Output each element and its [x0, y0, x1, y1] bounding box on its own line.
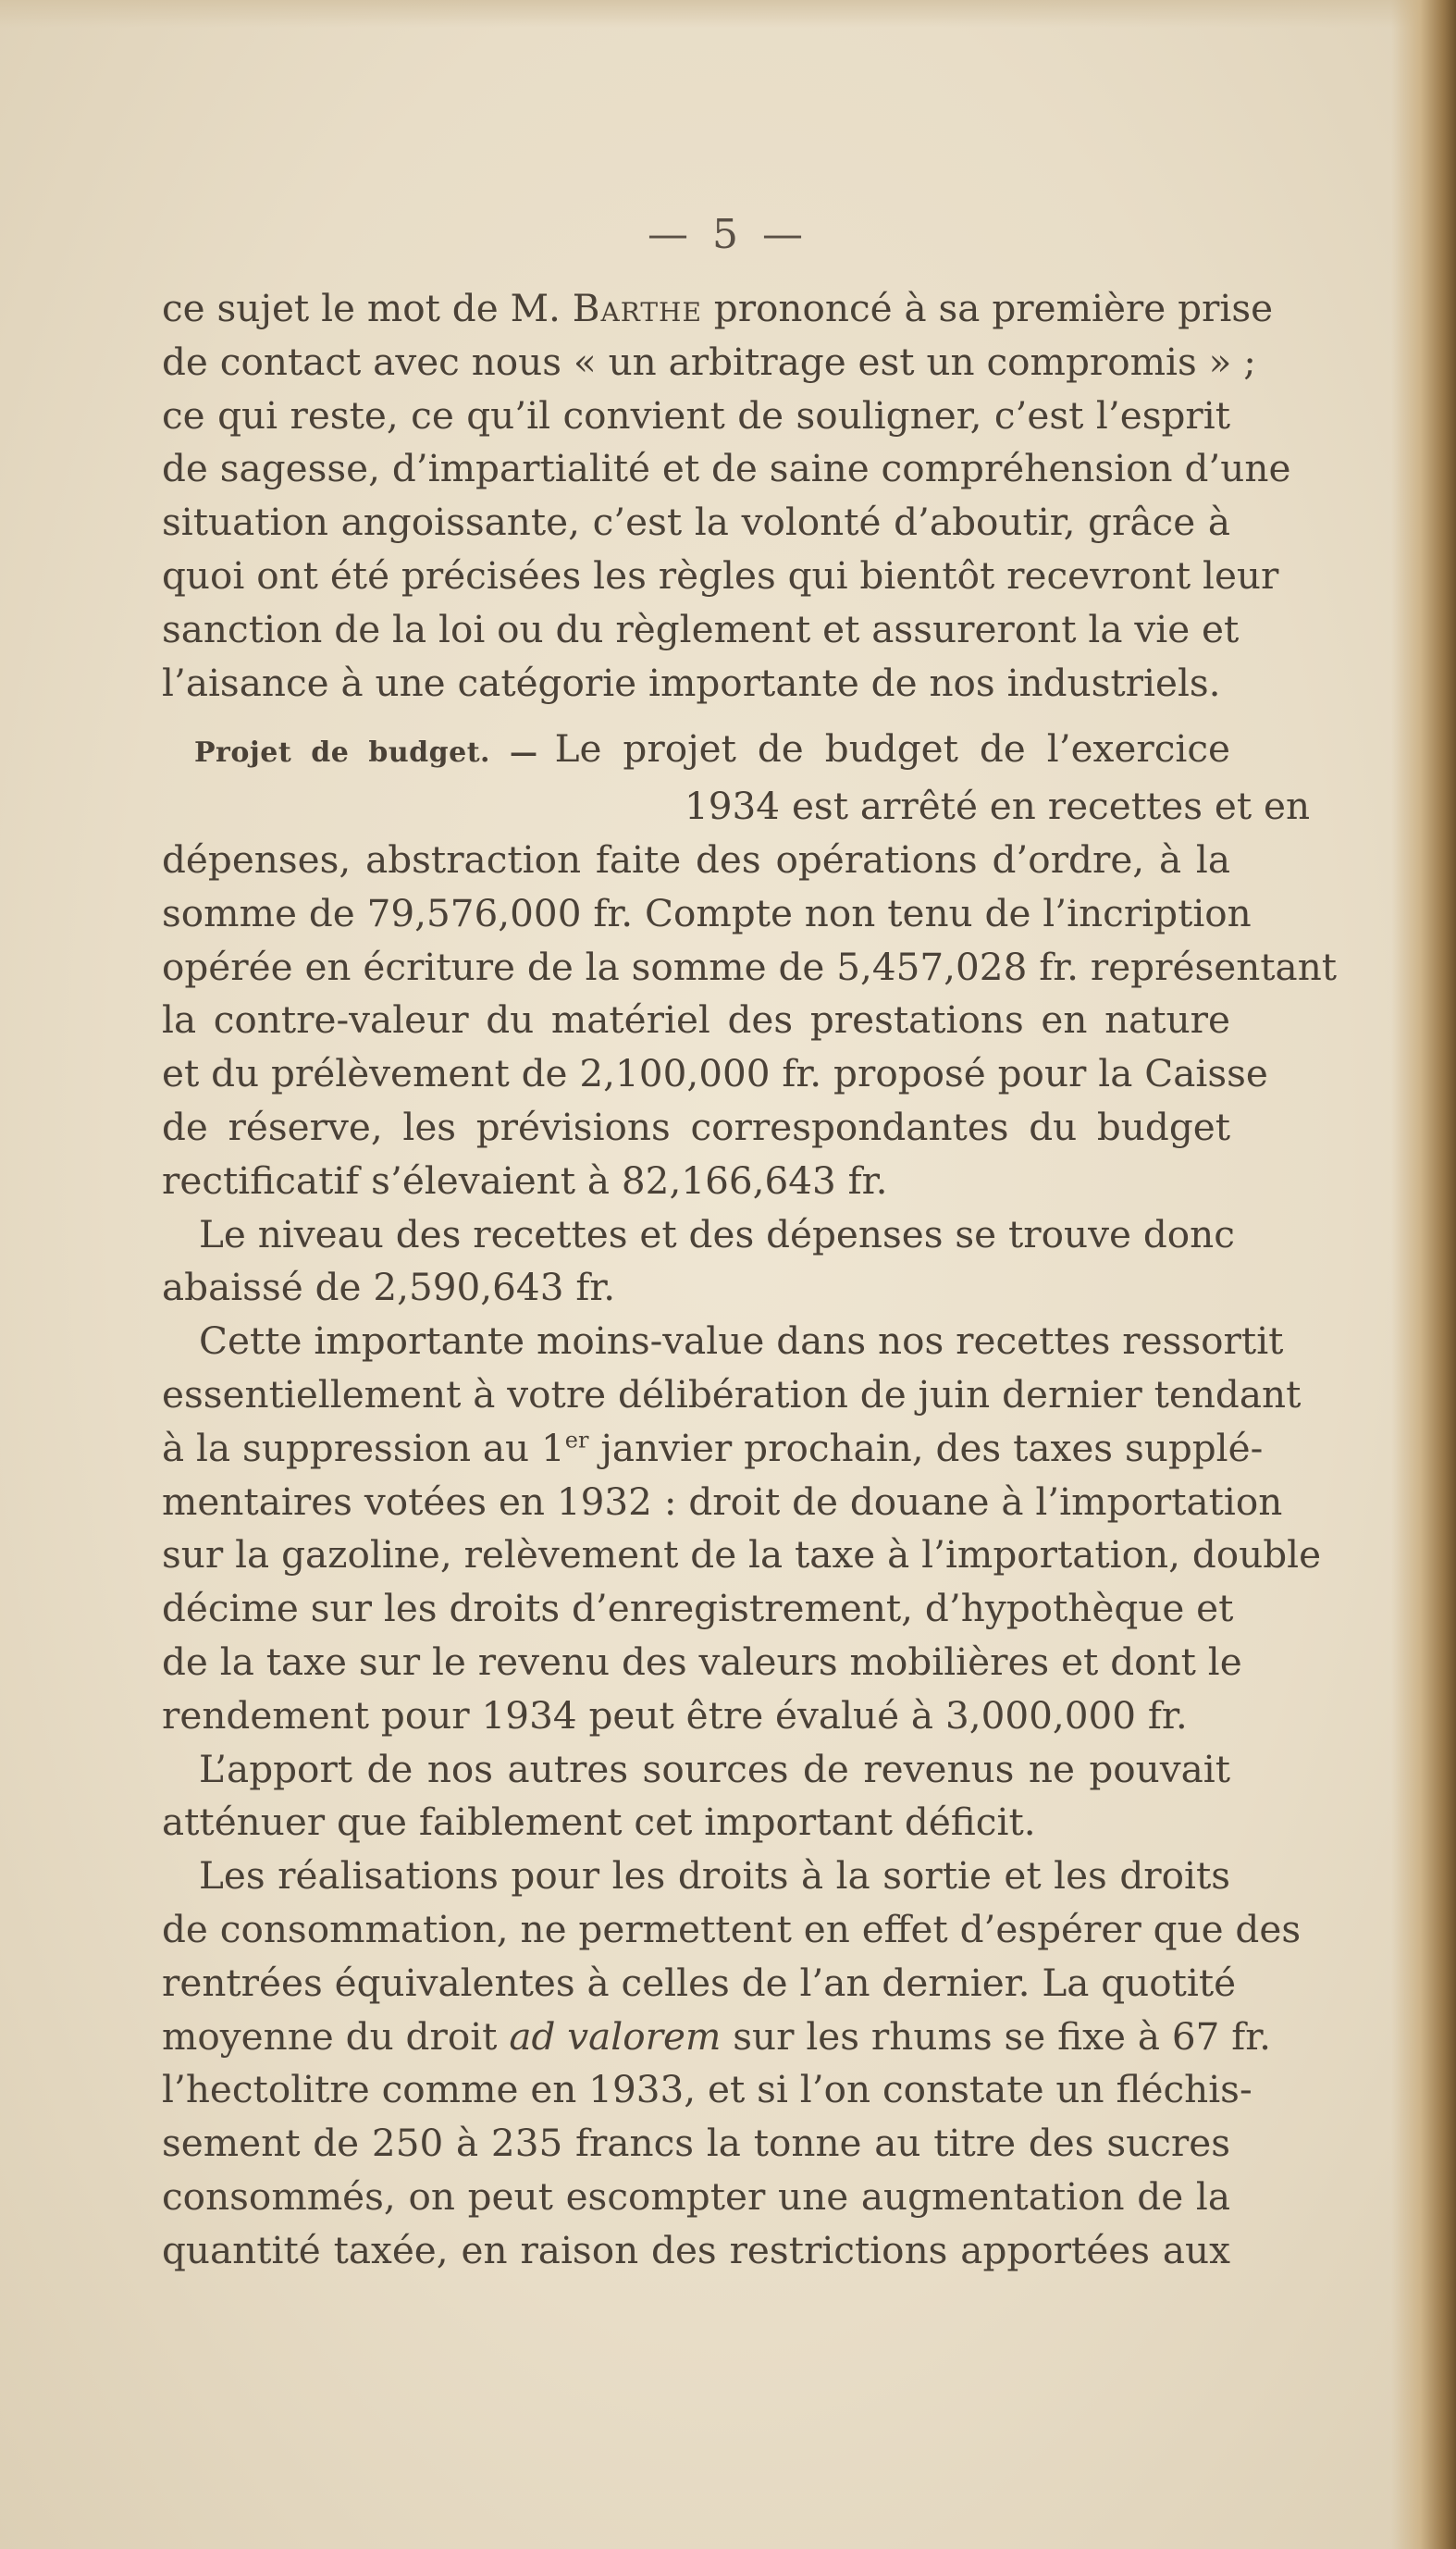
text-line: Le niveau des recettes et des dépenses se trouve donc: [199, 1211, 1235, 1256]
text-line: l’hectolitre comme en 1933, et si l’on constate un fléchis-: [162, 2067, 1252, 2112]
text-line: quoi ont été précisées les règles qui bientôt recevront leur: [162, 552, 1279, 598]
marginal-heading: Projet de budget. —: [194, 736, 538, 770]
text-line: Cette importante moins-value dans nos recettes ressortit: [199, 1318, 1284, 1364]
page-number: — 5 —: [648, 211, 808, 258]
text-line: ce qui reste, ce qu’il convient de souligner, c’est l’esprit: [162, 392, 1230, 438]
text-line: 1934 est arrêté en recettes et en: [685, 784, 1311, 829]
text-line: à la suppression au 1er janvier prochain, des taxes supplé-: [162, 1425, 1264, 1470]
text-line: sement de 250 à 235 francs la tonne au titre des sucres: [162, 2121, 1230, 2166]
text-line: sanction de la loi ou du règlement et assureront la vie et: [162, 606, 1240, 651]
text-line: de sagesse, d’impartialité et de saine compréhension d’une: [162, 446, 1291, 491]
text-line: Les réalisations pour les droits à la sortie et les droits: [199, 1853, 1230, 1899]
text-line: Projet de budget. — Le projet de budget de l’exercice: [162, 723, 1230, 780]
text-line: dépenses, abstraction faite des opérations d’ordre, à la: [162, 836, 1230, 882]
paragraph-niveau: [162, 1208, 1235, 1316]
text-line: essentiellement à votre délibération de juin dernier tendant: [162, 1371, 1302, 1417]
text-line: rentrées équivalentes à celles de l’an dernier. La quotité: [162, 1960, 1237, 2005]
text-line: de réserve, les prévisions correspondantes du budget: [162, 1104, 1230, 1149]
text-line: l’aisance à une catégorie importante de nos industriels.: [162, 660, 1221, 705]
text-line: et du prélèvement de 2,100,000 fr. proposé pour la Caisse: [162, 1051, 1268, 1096]
paragraph-arbitrage: [162, 282, 1291, 710]
text-line: quantité taxée, en raison des restrictions apportées aux: [162, 2227, 1230, 2272]
page-top-edge: [0, 0, 1456, 28]
text-line: rendement pour 1934 peut être évalué à 3,000,000 fr.: [162, 1692, 1188, 1738]
text-line: abaissé de 2,590,643 fr.: [162, 1265, 616, 1310]
text-line: de consommation, ne permettent en effet d’espérer que des: [162, 1906, 1302, 1951]
text-line: atténuer que faiblement cet important déficit.: [162, 1800, 1036, 1845]
page-binding-edge: [1391, 0, 1456, 2549]
text-line: décime sur les droits d’enregistrement, d’hypothèque et: [162, 1586, 1234, 1631]
text-line: opérée en écriture de la somme de 5,457,028 fr. représentant: [162, 944, 1338, 989]
paragraph-budget: [162, 723, 1338, 1207]
text-line: somme de 79,576,000 fr. Compte non tenu de l’incription: [162, 890, 1252, 935]
text-line: la contre-valeur du matériel des prestations en nature: [162, 997, 1230, 1043]
text-line: L’apport de nos autres sources de revenus ne pouvait: [199, 1746, 1230, 1791]
person-name: Barthe: [572, 286, 702, 330]
text-line: rectificatif s’élevaient à 82,166,643 fr.: [162, 1157, 888, 1203]
text-line: situation angoissante, c’est la volonté d’aboutir, grâce à: [162, 500, 1230, 545]
text-line: sur la gazoline, relèvement de la taxe à l’importation, double: [162, 1532, 1322, 1578]
text-line: de la taxe sur le revenu des valeurs mobilières et dont le: [162, 1639, 1242, 1684]
text-line: consommés, on peut escompter une augmentation de la: [162, 2173, 1230, 2219]
paragraph-apport: [162, 1743, 1230, 1850]
text-line: mentaires votées en 1932 : droit de douane à l’importation: [162, 1479, 1283, 1524]
paragraph-moins-value: [162, 1315, 1322, 1742]
paragraph-realisations: [162, 1850, 1302, 2277]
document-body: [162, 282, 1338, 2277]
text-line: de contact avec nous « un arbitrage est un compromis » ;: [162, 339, 1256, 384]
text-line: ce sujet le mot de M. Barthe prononcé à sa première prise: [162, 286, 1274, 330]
text-line: moyenne du droit ad valorem sur les rhums se fixe à 67 fr.: [162, 2013, 1272, 2059]
